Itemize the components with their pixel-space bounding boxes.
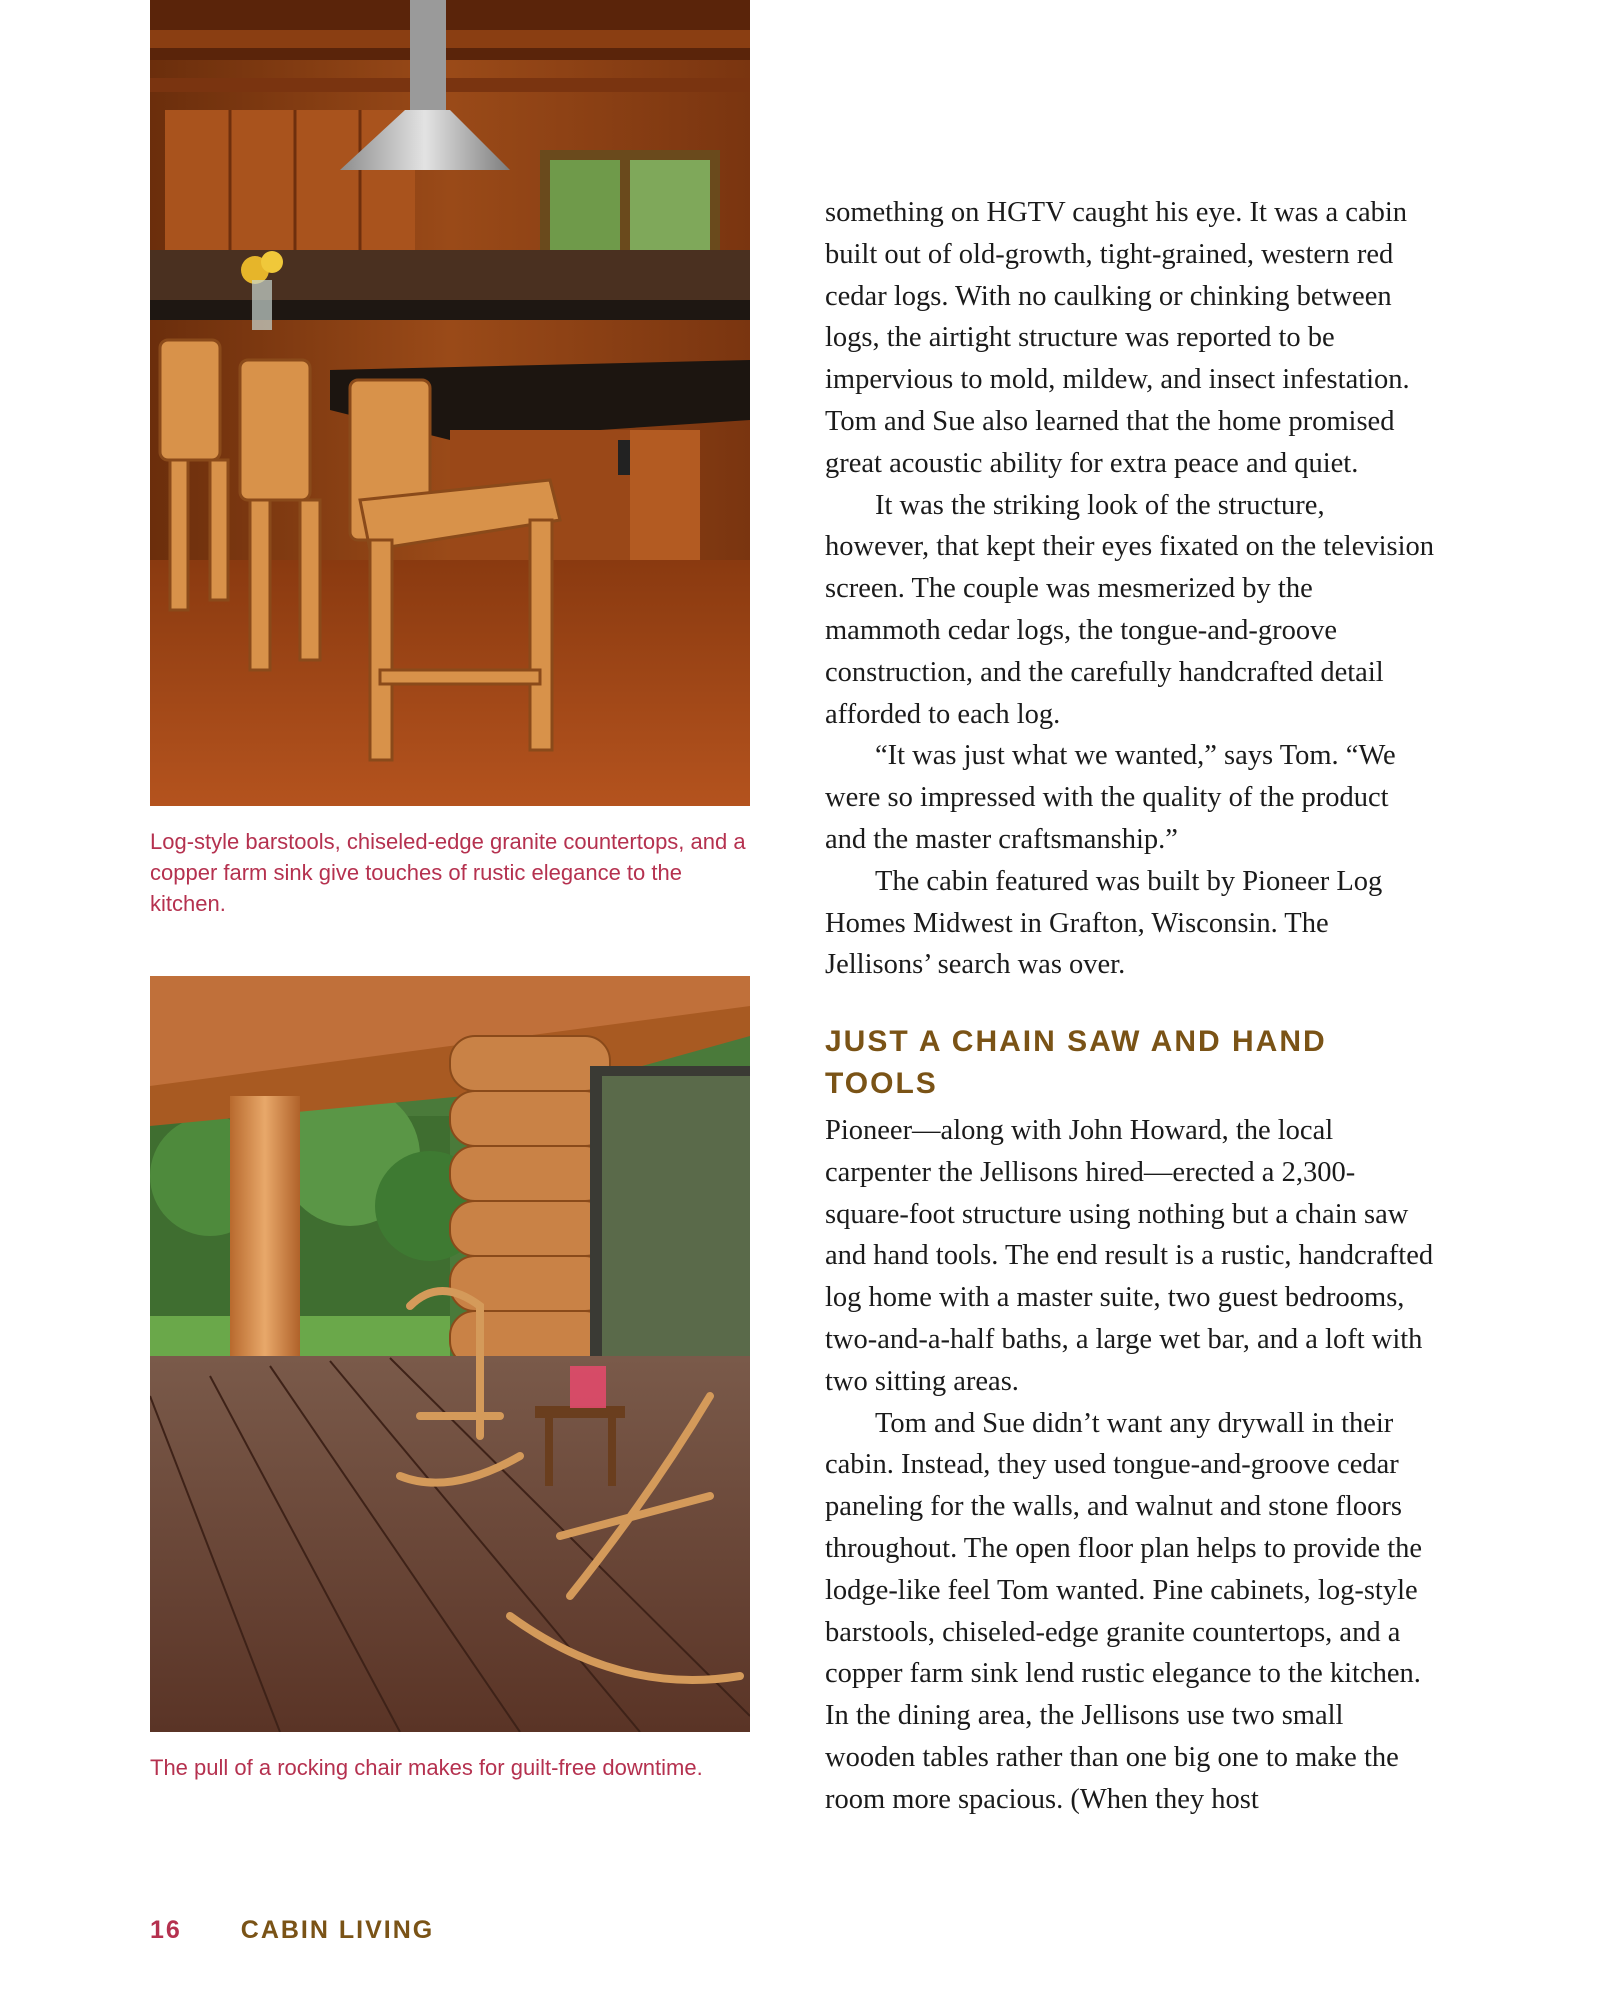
porch-photo xyxy=(150,976,750,1732)
page-footer xyxy=(150,1916,434,1945)
page-number: 16 xyxy=(150,1916,182,1944)
kitchen-photo xyxy=(150,0,750,806)
article-paragraph: Pioneer—along with John Howard, the local carpenter the Jellisons hired—erected a 2,300-square-foot structure using nothing but a chain saw and hand tools. The end result is a rustic, handcrafted log home with a master suite, two guest bedrooms, two-and-a-half baths, a large wet bar, and a loft with two sitting areas. xyxy=(825,1115,1434,1397)
article-paragraph: Tom and Sue didn’t want any drywall in their cabin. Instead, they used tongue-and-groove cedar paneling for the walls, and walnut and stone floors throughout. The open floor plan helps to provide the lodge-like feel Tom wanted. Pine cabinets, log-style barstools, chiseled-edge granite countertops, and a copper farm sink lend rustic elegance to the kitchen. In the dining area, the Jellisons use two small wooden tables rather than one big one to make the room more spacious. (When they host xyxy=(825,1407,1423,1815)
article-paragraph: something on HGTV caught his eye. It was a cabin built out of old-growth, tight-grained, western red cedar logs. With no caulking or chinking between logs, the airtight structure was reported to be impervious to mold, mildew, and insect infestation. Tom and Sue also learned that the home promised great acoustic ability for extra peace and quiet. xyxy=(825,197,1410,479)
kitchen-caption: Log-style barstools, chiseled-edge granite countertops, and a copper farm sink give touches of rustic elegance to the kitchen. xyxy=(150,829,746,916)
running-title: CABIN LIVING xyxy=(240,1916,435,1944)
porch-caption: The pull of a rocking chair makes for guilt-free downtime. xyxy=(150,1755,703,1780)
article-column-bottom xyxy=(825,1110,1435,1821)
article-paragraph: The cabin featured was built by Pioneer Log Homes Midwest in Grafton, Wisconsin. The Jellisons’ search was over. xyxy=(825,865,1383,981)
article-paragraph: It was the striking look of the structure, however, that kept their eyes fixated on the television screen. The couple was mesmerized by the mammoth cedar logs, the tongue-and-groove construction, and the carefully handcrafted detail afforded to each log. xyxy=(825,489,1435,730)
article-column-top xyxy=(825,192,1435,986)
article-paragraph: “It was just what we wanted,” says Tom. “We were so impressed with the quality of the product and the master craftsmanship.” xyxy=(825,740,1396,855)
section-heading: JUST A CHAIN SAW AND HAND TOOLS xyxy=(825,1025,1327,1100)
